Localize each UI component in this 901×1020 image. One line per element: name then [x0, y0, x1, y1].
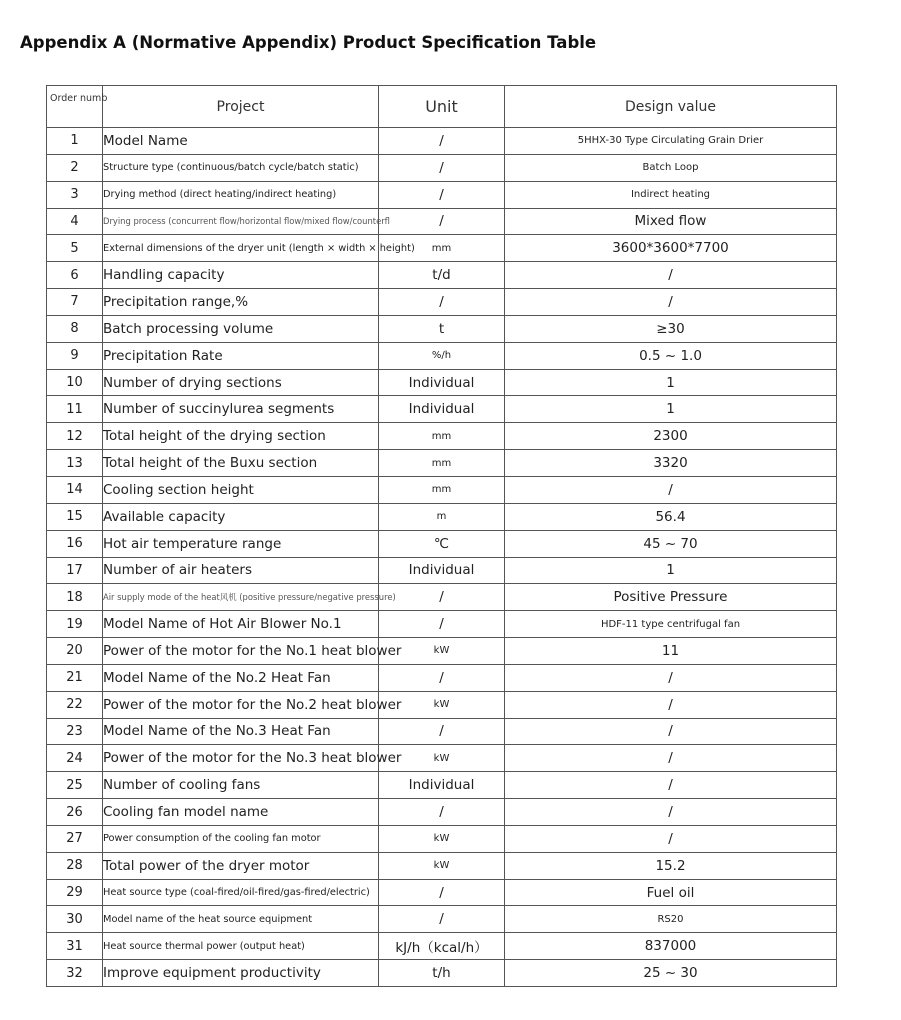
- row-project: Number of air heaters: [103, 557, 379, 584]
- row-design-value: Fuel oil: [505, 879, 837, 906]
- row-unit: mm: [379, 235, 505, 262]
- row-order-number: 10: [47, 369, 103, 396]
- row-unit: m: [379, 503, 505, 530]
- row-unit: t/d: [379, 262, 505, 289]
- row-unit: kW: [379, 852, 505, 879]
- row-project: Power of the motor for the No.3 heat blower: [103, 745, 379, 772]
- row-design-value: 3600*3600*7700: [505, 235, 837, 262]
- table-row: [47, 235, 837, 262]
- row-unit: Individual: [379, 369, 505, 396]
- table-row: [47, 315, 837, 342]
- row-design-value: 45 ~ 70: [505, 530, 837, 557]
- row-unit: mm: [379, 450, 505, 477]
- row-order-number: 26: [47, 799, 103, 826]
- table-row: [47, 396, 837, 423]
- row-unit: Individual: [379, 557, 505, 584]
- row-order-number: 1: [47, 128, 103, 155]
- row-order-number: 15: [47, 503, 103, 530]
- row-project: Power of the motor for the No.1 heat blower: [103, 638, 379, 665]
- row-design-value: /: [505, 772, 837, 799]
- header-unit: Unit: [379, 86, 505, 128]
- row-order-number: 30: [47, 906, 103, 933]
- row-order-number: 29: [47, 879, 103, 906]
- row-design-value: /: [505, 691, 837, 718]
- row-order-number: 21: [47, 664, 103, 691]
- row-project: Available capacity: [103, 503, 379, 530]
- row-unit: t: [379, 315, 505, 342]
- row-project: Drying process (concurrent flow/horizontal flow/mixed flow/counterfl: [103, 208, 379, 235]
- row-project: Model Name of the No.2 Heat Fan: [103, 664, 379, 691]
- row-unit: /: [379, 906, 505, 933]
- row-design-value: HDF-11 type centrifugal fan: [505, 611, 837, 638]
- row-project: Model Name of the No.3 Heat Fan: [103, 718, 379, 745]
- row-unit: /: [379, 664, 505, 691]
- header-order-number: Order numb: [47, 86, 103, 128]
- row-order-number: 31: [47, 933, 103, 960]
- row-unit: /: [379, 128, 505, 155]
- row-order-number: 24: [47, 745, 103, 772]
- table-row: [47, 557, 837, 584]
- row-project: Number of cooling fans: [103, 772, 379, 799]
- row-project: Hot air temperature range: [103, 530, 379, 557]
- row-design-value: /: [505, 476, 837, 503]
- row-design-value: /: [505, 718, 837, 745]
- row-design-value: 1: [505, 369, 837, 396]
- table-row: [47, 852, 837, 879]
- row-project: Total power of the dryer motor: [103, 852, 379, 879]
- row-project: Model Name of Hot Air Blower No.1: [103, 611, 379, 638]
- row-unit: kW: [379, 691, 505, 718]
- row-design-value: Mixed flow: [505, 208, 837, 235]
- row-project: Total height of the Buxu section: [103, 450, 379, 477]
- row-order-number: 13: [47, 450, 103, 477]
- table-row: [47, 638, 837, 665]
- table-row: [47, 933, 837, 960]
- table-row: [47, 369, 837, 396]
- table-row: [47, 825, 837, 852]
- row-design-value: /: [505, 825, 837, 852]
- row-order-number: 3: [47, 181, 103, 208]
- table-row: [47, 289, 837, 316]
- table-row: [47, 664, 837, 691]
- row-design-value: 56.4: [505, 503, 837, 530]
- row-unit: /: [379, 154, 505, 181]
- row-project: External dimensions of the dryer unit (length × width × height): [103, 235, 379, 262]
- row-design-value: 5HHX-30 Type Circulating Grain Drier: [505, 128, 837, 155]
- row-design-value: 1: [505, 557, 837, 584]
- row-project: Model Name: [103, 128, 379, 155]
- row-project: Number of succinylurea segments: [103, 396, 379, 423]
- row-design-value: ≥30: [505, 315, 837, 342]
- row-design-value: /: [505, 664, 837, 691]
- table-row: [47, 342, 837, 369]
- row-design-value: 11: [505, 638, 837, 665]
- row-order-number: 2: [47, 154, 103, 181]
- row-project: Total height of the drying section: [103, 423, 379, 450]
- row-order-number: 7: [47, 289, 103, 316]
- row-unit: t/h: [379, 960, 505, 987]
- row-order-number: 12: [47, 423, 103, 450]
- specification-table: [46, 85, 837, 987]
- table-row: [47, 530, 837, 557]
- row-order-number: 27: [47, 825, 103, 852]
- row-unit: /: [379, 718, 505, 745]
- table-row: [47, 906, 837, 933]
- row-order-number: 25: [47, 772, 103, 799]
- row-project: Power consumption of the cooling fan motor: [103, 825, 379, 852]
- row-order-number: 4: [47, 208, 103, 235]
- row-project: Precipitation range,%: [103, 289, 379, 316]
- table-row: [47, 772, 837, 799]
- row-unit: /: [379, 611, 505, 638]
- row-design-value: Positive Pressure: [505, 584, 837, 611]
- row-unit: kW: [379, 825, 505, 852]
- row-order-number: 19: [47, 611, 103, 638]
- table-row: [47, 128, 837, 155]
- table-row: [47, 879, 837, 906]
- row-design-value: 3320: [505, 450, 837, 477]
- row-design-value: Batch Loop: [505, 154, 837, 181]
- row-project: Model name of the heat source equipment: [103, 906, 379, 933]
- row-order-number: 28: [47, 852, 103, 879]
- row-order-number: 6: [47, 262, 103, 289]
- row-design-value: 2300: [505, 423, 837, 450]
- row-order-number: 5: [47, 235, 103, 262]
- table-row: [47, 503, 837, 530]
- row-unit: /: [379, 584, 505, 611]
- row-project: Power of the motor for the No.2 heat blower: [103, 691, 379, 718]
- row-order-number: 14: [47, 476, 103, 503]
- table-row: [47, 611, 837, 638]
- table-row: [47, 262, 837, 289]
- row-design-value: 837000: [505, 933, 837, 960]
- row-unit: %/h: [379, 342, 505, 369]
- table-row: [47, 799, 837, 826]
- row-project: Batch processing volume: [103, 315, 379, 342]
- row-design-value: RS20: [505, 906, 837, 933]
- row-project: Improve equipment productivity: [103, 960, 379, 987]
- row-unit: ℃: [379, 530, 505, 557]
- row-order-number: 17: [47, 557, 103, 584]
- row-unit: Individual: [379, 396, 505, 423]
- row-project: Structure type (continuous/batch cycle/batch static): [103, 154, 379, 181]
- row-unit: /: [379, 879, 505, 906]
- header-design-value: Design value: [505, 86, 837, 128]
- page-title: Appendix A (Normative Appendix) Product Specification Table: [20, 33, 597, 52]
- row-design-value: Indirect heating: [505, 181, 837, 208]
- row-unit: kW: [379, 745, 505, 772]
- row-project: Air supply mode of the heat风机 (positive pressure/negative pressure): [103, 584, 379, 611]
- row-project: Heat source type (coal-fired/oil-fired/gas-fired/electric): [103, 879, 379, 906]
- table-row: [47, 718, 837, 745]
- table-row: [47, 450, 837, 477]
- row-unit: Individual: [379, 772, 505, 799]
- row-order-number: 9: [47, 342, 103, 369]
- row-order-number: 22: [47, 691, 103, 718]
- table-row: [47, 745, 837, 772]
- row-design-value: 25 ~ 30: [505, 960, 837, 987]
- table-row: [47, 423, 837, 450]
- table-body: [47, 128, 837, 987]
- row-order-number: 18: [47, 584, 103, 611]
- row-unit: mm: [379, 423, 505, 450]
- row-project: Cooling fan model name: [103, 799, 379, 826]
- row-project: Number of drying sections: [103, 369, 379, 396]
- row-project: Heat source thermal power (output heat): [103, 933, 379, 960]
- table-row: [47, 181, 837, 208]
- row-unit: /: [379, 181, 505, 208]
- row-design-value: /: [505, 799, 837, 826]
- row-order-number: 8: [47, 315, 103, 342]
- table-row: [47, 208, 837, 235]
- row-project: Cooling section height: [103, 476, 379, 503]
- row-order-number: 16: [47, 530, 103, 557]
- row-order-number: 20: [47, 638, 103, 665]
- row-unit: /: [379, 289, 505, 316]
- row-unit: /: [379, 799, 505, 826]
- table-row: [47, 691, 837, 718]
- row-unit: kW: [379, 638, 505, 665]
- row-unit: kJ/h（kcal/h）: [379, 933, 505, 960]
- row-unit: /: [379, 208, 505, 235]
- table-row: [47, 584, 837, 611]
- row-order-number: 11: [47, 396, 103, 423]
- table-row: [47, 154, 837, 181]
- row-order-number: 23: [47, 718, 103, 745]
- row-order-number: 32: [47, 960, 103, 987]
- row-design-value: /: [505, 289, 837, 316]
- row-project: Precipitation Rate: [103, 342, 379, 369]
- table-row: [47, 476, 837, 503]
- header-project: Project: [103, 86, 379, 128]
- row-unit: mm: [379, 476, 505, 503]
- row-project: Drying method (direct heating/indirect heating): [103, 181, 379, 208]
- table-header-row: [47, 86, 837, 128]
- row-design-value: 0.5 ~ 1.0: [505, 342, 837, 369]
- row-design-value: /: [505, 745, 837, 772]
- row-design-value: 15.2: [505, 852, 837, 879]
- row-project: Handling capacity: [103, 262, 379, 289]
- row-design-value: 1: [505, 396, 837, 423]
- table-row: [47, 960, 837, 987]
- row-design-value: /: [505, 262, 837, 289]
